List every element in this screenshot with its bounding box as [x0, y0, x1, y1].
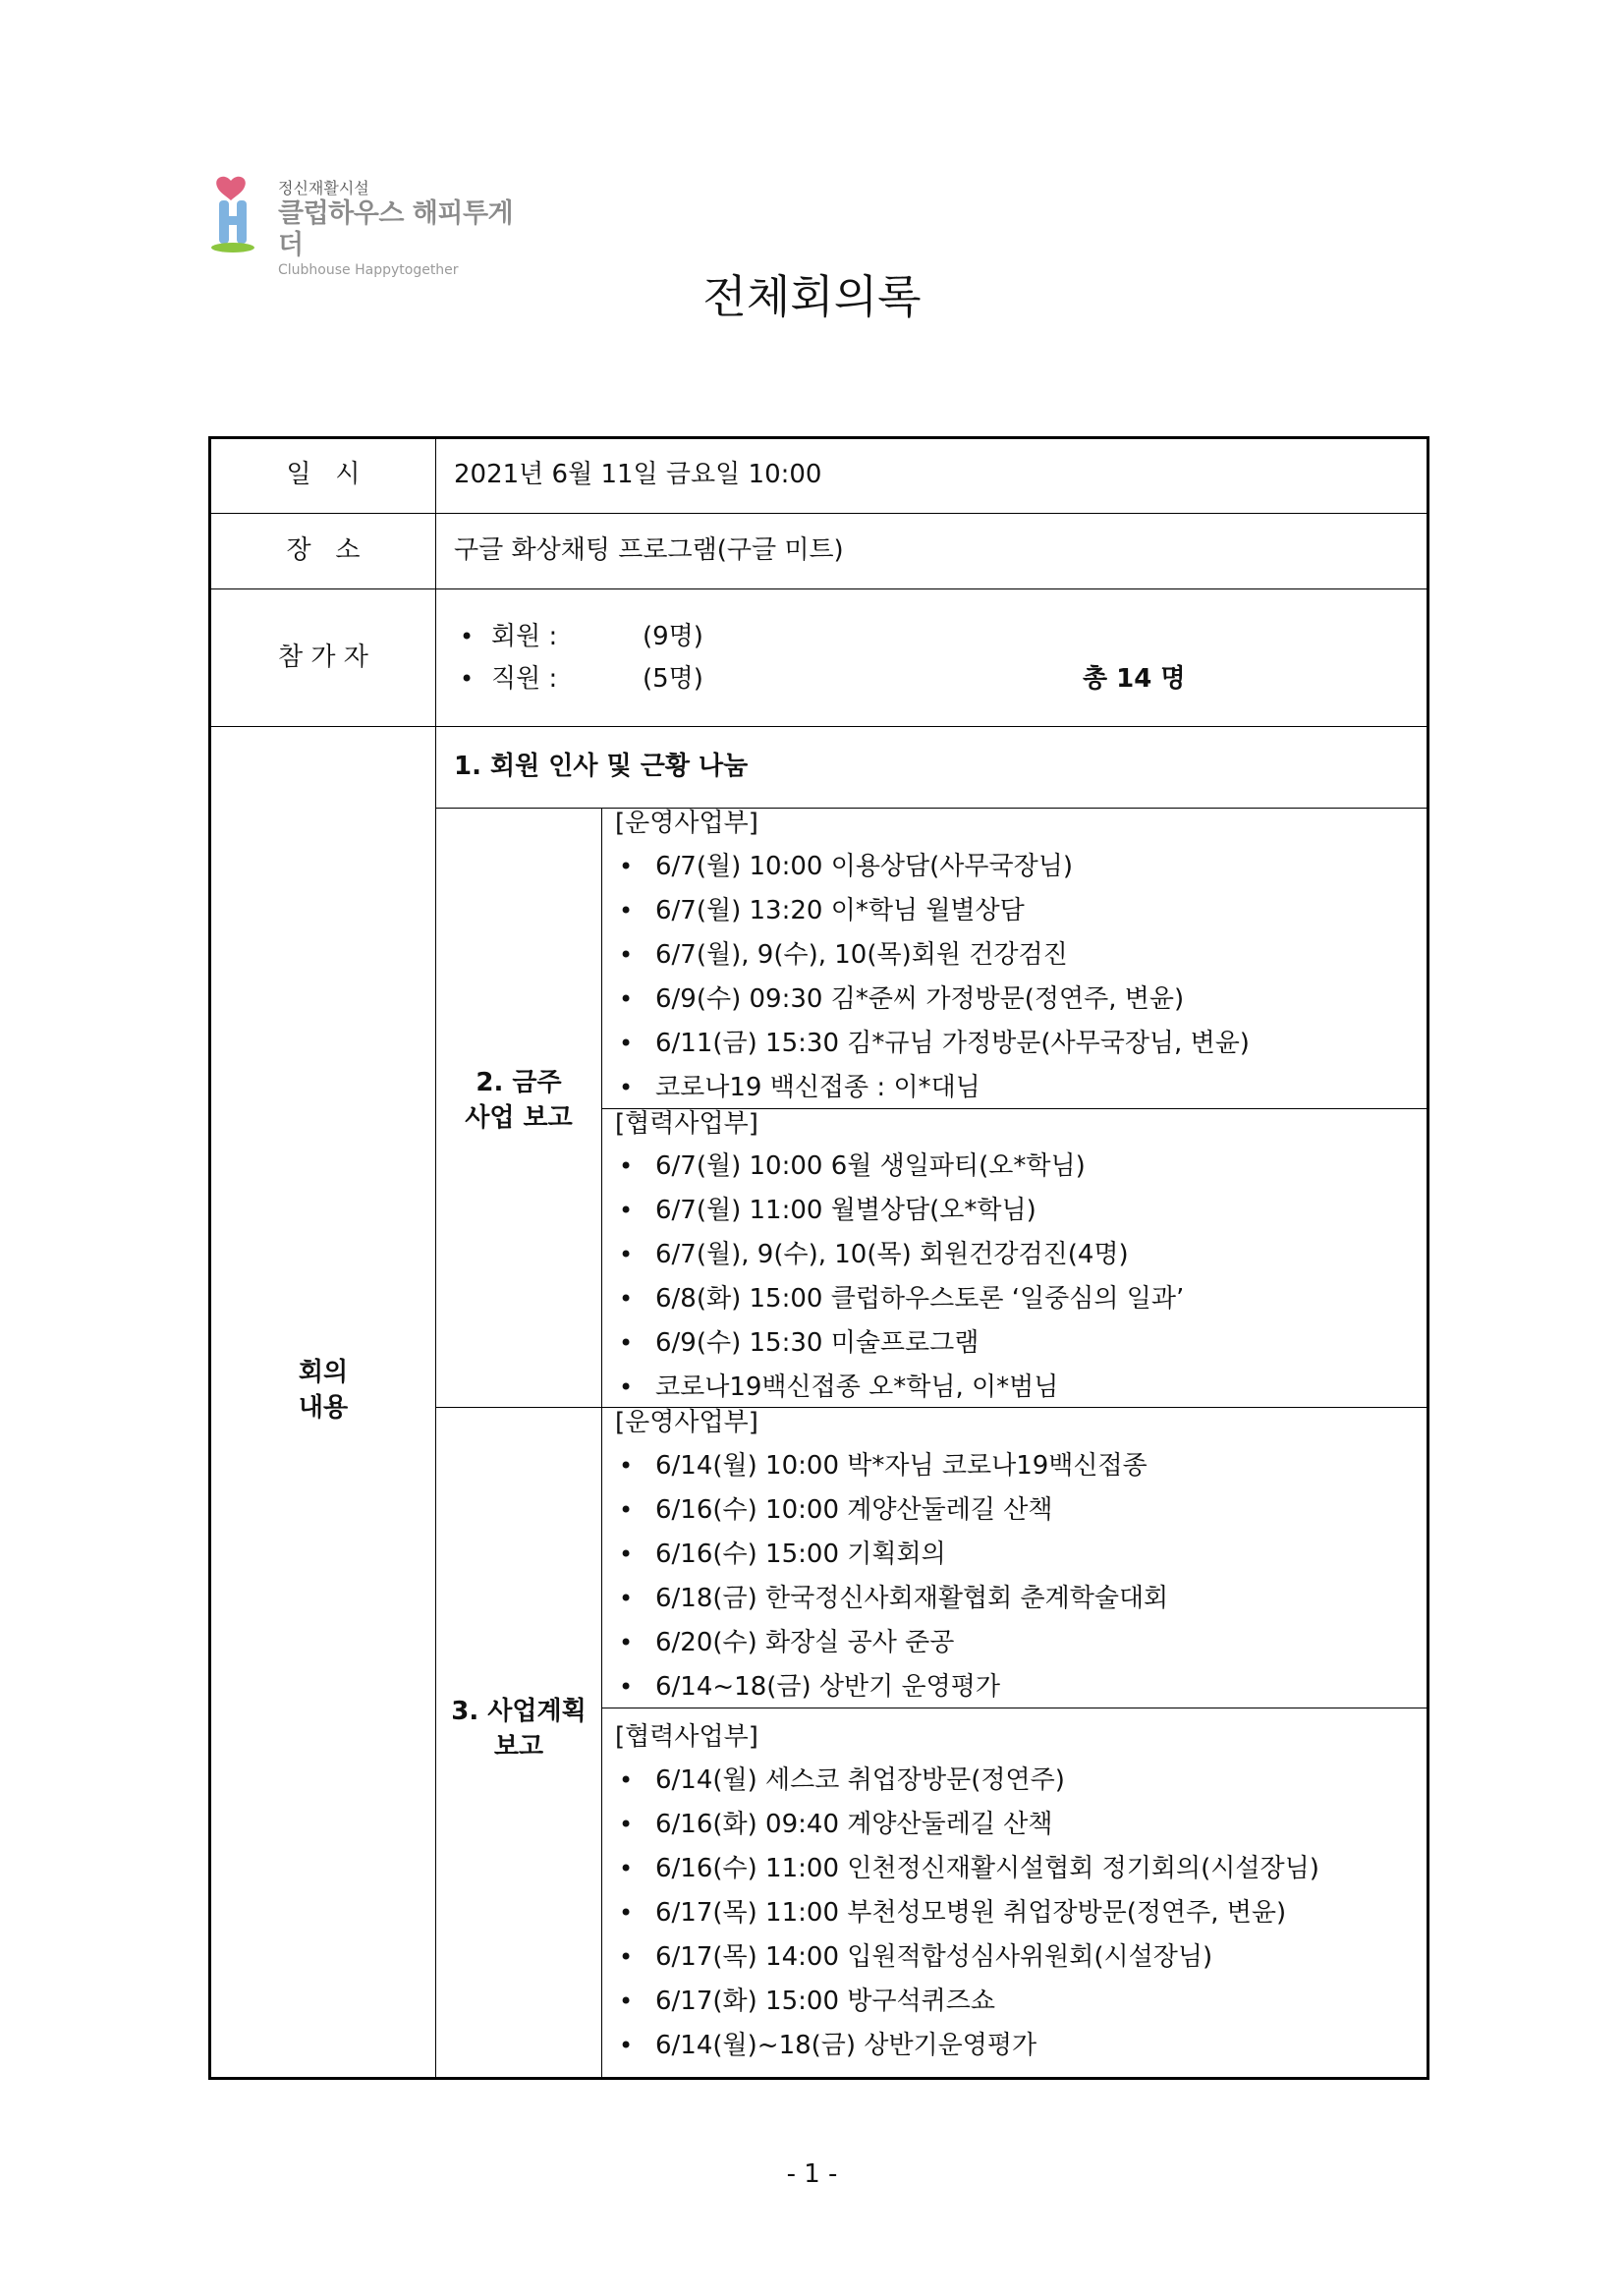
- list-item: 6/17(화) 15:00 방구석퀴즈쇼: [655, 1987, 995, 2016]
- ops-dept-header: [운영사업부]: [615, 809, 758, 838]
- minutes-table: [208, 436, 1429, 2080]
- table-border-bottom: [208, 2077, 1429, 2080]
- row-divider: [208, 513, 1429, 514]
- bullet-icon: •: [460, 623, 475, 650]
- bullet-icon: •: [619, 1988, 634, 2015]
- bullet-icon: •: [619, 1452, 634, 1480]
- list-item: 6/7(월) 13:20 이*학님 월별상담: [655, 896, 1025, 925]
- list-item: 6/9(수) 09:30 김*준씨 가정방문(정연주, 변윤): [655, 984, 1185, 1014]
- list-item: 6/7(월) 11:00 월별상담(오*학님): [655, 1196, 1036, 1225]
- bullet-icon: •: [619, 2032, 634, 2059]
- bullet-icon: •: [619, 1585, 634, 1612]
- participant-count: (5명): [643, 664, 703, 694]
- date-label: 일 시: [286, 460, 361, 489]
- list-item: 6/7(월), 9(수), 10(목) 회원건강검진(4명): [655, 1240, 1129, 1269]
- participant-role: 직원 :: [491, 664, 558, 694]
- list-item: 6/14~18(금) 상반기 운영평가: [655, 1672, 1000, 1702]
- bullet-icon: •: [619, 985, 634, 1013]
- table-border-right: [1427, 436, 1429, 2080]
- bullet-icon: •: [619, 1855, 634, 1882]
- bullet-icon: •: [619, 1943, 634, 1971]
- bullet-icon: •: [619, 1329, 634, 1357]
- content-label-line: 내용: [298, 1393, 349, 1423]
- list-item: 6/17(목) 14:00 입원적합성심사위원회(시설장님): [655, 1942, 1213, 1972]
- coop-dept-header: [협력사업부]: [615, 1722, 758, 1752]
- bullet-icon: •: [619, 1030, 634, 1057]
- list-item: 6/16(화) 09:40 계양산둘레길 산책: [655, 1810, 1053, 1839]
- list-item: 6/7(월) 10:00 6월 생일파티(오*학님): [655, 1151, 1086, 1181]
- list-item: 6/8(화) 15:00 클럽하우스토론 ‘일중심의 일과’: [655, 1284, 1185, 1314]
- business-plan-label-line: 보고: [493, 1732, 544, 1762]
- bullet-icon: •: [619, 1285, 634, 1313]
- label-column-divider: [435, 436, 436, 2080]
- bullet-icon: •: [619, 1152, 634, 1180]
- coop-dept-header: [협력사업부]: [615, 1109, 758, 1139]
- list-item: 6/18(금) 한국정신사회재활협회 춘계학술대회: [655, 1584, 1169, 1613]
- list-item: 6/7(월), 9(수), 10(목)회원 건강검진: [655, 940, 1068, 970]
- list-item: 6/9(수) 15:30 미술프로그램: [655, 1328, 980, 1358]
- list-item: 6/20(수) 화장실 공사 준공: [655, 1628, 955, 1657]
- bullet-icon: •: [619, 1074, 634, 1101]
- bullet-icon: •: [619, 1629, 634, 1656]
- business-plan-label-line: 3. 사업계획: [451, 1697, 587, 1726]
- list-item: 6/16(수) 15:00 기획회의: [655, 1540, 946, 1569]
- participants-total: 총 14 명: [1083, 664, 1186, 694]
- bullet-icon: •: [619, 941, 634, 969]
- list-item: 6/16(수) 11:00 인천정신재활시설협회 정기회의(시설장님): [655, 1854, 1319, 1883]
- row-divider: [435, 1407, 1429, 1408]
- bullet-icon: •: [619, 1496, 634, 1524]
- place-label: 장 소: [286, 535, 361, 565]
- bullet-icon: •: [619, 1241, 634, 1268]
- business-plan-label: [436, 1694, 601, 1764]
- list-item: 6/16(수) 10:00 계양산둘레길 산책: [655, 1495, 1053, 1525]
- bullet-icon: •: [619, 853, 634, 880]
- bullet-icon: •: [619, 1540, 634, 1568]
- bullet-icon: •: [619, 1197, 634, 1224]
- bullet-icon: •: [619, 1373, 634, 1401]
- bullet-icon: •: [619, 1766, 634, 1794]
- weekly-report-label: [436, 1065, 601, 1136]
- row-divider: [208, 726, 1429, 727]
- bullet-icon: •: [619, 1899, 634, 1927]
- content-label-line: 회의: [298, 1358, 349, 1387]
- list-item: 6/11(금) 15:30 김*규님 가정방문(사무국장님, 변윤): [655, 1029, 1250, 1058]
- weekly-report-label-line: 2. 금주: [476, 1068, 562, 1097]
- logo-name: 클럽하우스 해피투게더: [278, 198, 514, 260]
- page-number: - 1 -: [786, 2159, 838, 2189]
- logo-subtitle: 정신재활시설: [278, 179, 369, 197]
- bullet-icon: •: [619, 897, 634, 924]
- bullet-icon: •: [460, 665, 475, 693]
- list-item: 6/7(월) 10:00 이용상담(사무국장님): [655, 852, 1074, 881]
- clubhouse-h-logo-icon: [209, 175, 270, 253]
- list-item: 6/17(목) 11:00 부천성모병원 취업장방문(정연주, 변윤): [655, 1898, 1287, 1928]
- weekly-report-label-line: 사업 보고: [465, 1103, 573, 1133]
- list-item: 6/14(월) 세스코 취업장방문(정연주): [655, 1765, 1065, 1795]
- logo-english-name: Clubhouse Happytogether: [278, 262, 459, 278]
- place-value: 구글 화상채팅 프로그램(구글 미트): [454, 535, 844, 565]
- section-greeting: 1. 회원 인사 및 근황 나눔: [454, 752, 749, 781]
- participant-count: (9명): [643, 622, 703, 651]
- row-divider: [435, 808, 1429, 809]
- clubhouse-logo: [209, 175, 533, 278]
- bullet-icon: •: [619, 1811, 634, 1838]
- row-divider: [208, 588, 1429, 589]
- list-item: 코로나19백신접종 오*학님, 이*범님: [655, 1372, 1059, 1402]
- ops-dept-header: [운영사업부]: [615, 1408, 758, 1437]
- sublabel-column-divider: [601, 808, 602, 2080]
- bullet-icon: •: [619, 1673, 634, 1701]
- table-border-left: [208, 436, 211, 2080]
- participants-label: 참 가 자: [278, 643, 368, 672]
- content-label: [211, 1355, 435, 1426]
- document-title: 전체회의록: [702, 270, 922, 323]
- list-item: 6/14(월) 10:00 박*자님 코로나19백신접종: [655, 1451, 1148, 1481]
- participant-role: 회원 :: [491, 622, 558, 651]
- table-border-top: [208, 436, 1429, 439]
- list-item: 6/14(월)~18(금) 상반기운영평가: [655, 2031, 1037, 2060]
- date-value: 2021년 6월 11일 금요일 10:00: [454, 460, 822, 489]
- list-item: 코로나19 백신접종 : 이*대님: [655, 1073, 980, 1102]
